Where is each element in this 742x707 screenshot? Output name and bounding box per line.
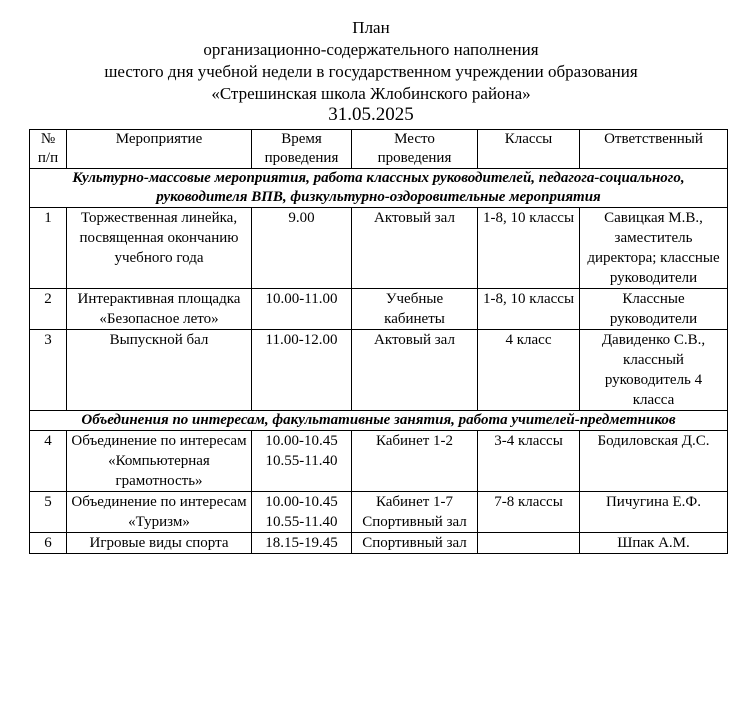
table-row (30, 492, 728, 533)
cell-time: 10.00-10.45 10.55-11.40 (252, 492, 352, 533)
cell-responsible: Давиденко С.В., классный руководитель 4 класса (580, 330, 728, 411)
cell-place: Актовый зал (352, 208, 478, 289)
section-title-1: Культурно-массовые мероприятия, работа классных руководителей, педагога-социального, руководителя ВПВ, физкультурно-оздоровительные мероприятия (30, 169, 728, 208)
col-header-classes: Классы (478, 130, 580, 169)
cell-event: Объединение по интересам «Туризм» (67, 492, 252, 533)
cell-time: 9.00 (252, 208, 352, 289)
cell-time: 11.00-12.00 (252, 330, 352, 411)
cell-num: 3 (30, 330, 67, 411)
cell-num: 5 (30, 492, 67, 533)
cell-num: 1 (30, 208, 67, 289)
cell-responsible: Савицкая М.В., заместитель директора; классные руководители (580, 208, 728, 289)
col-header-num: № п/п (30, 130, 67, 169)
col-header-event: Мероприятие (67, 130, 252, 169)
cell-responsible: Пичугина Е.Ф. (580, 492, 728, 533)
table-row (30, 330, 728, 411)
cell-num: 6 (30, 533, 67, 554)
header-title: План (352, 18, 390, 37)
cell-event: Выпускной бал (67, 330, 252, 411)
document-header (0, 17, 742, 126)
section-row (30, 411, 728, 431)
plan-table (29, 129, 728, 554)
cell-classes: 1-8, 10 классы (478, 208, 580, 289)
cell-classes: 7-8 классы (478, 492, 580, 533)
cell-num: 4 (30, 431, 67, 492)
col-header-responsible: Ответственный (580, 130, 728, 169)
col-header-time: Время проведения (252, 130, 352, 169)
cell-classes: 1-8, 10 классы (478, 289, 580, 330)
cell-time: 10.00-10.45 10.55-11.40 (252, 431, 352, 492)
col-header-place: Место проведения (352, 130, 478, 169)
cell-num: 2 (30, 289, 67, 330)
cell-responsible: Бодиловская Д.С. (580, 431, 728, 492)
cell-event: Объединение по интересам «Компьютерная грамотность» (67, 431, 252, 492)
table-row (30, 431, 728, 492)
section-title-2: Объединения по интересам, факультативные занятия, работа учителей-предметников (30, 411, 728, 431)
header-school-name: «Стрешинская школа Жлобинского района» (211, 84, 531, 103)
cell-time: 10.00-11.00 (252, 289, 352, 330)
header-subtitle-1: организационно-содержательного наполнения (203, 40, 539, 59)
cell-time: 18.15-19.45 (252, 533, 352, 554)
table-row (30, 208, 728, 289)
cell-event: Игровые виды спорта (67, 533, 252, 554)
section-row (30, 169, 728, 208)
cell-place: Спортивный зал (352, 533, 478, 554)
cell-responsible: Шпак А.М. (580, 533, 728, 554)
header-subtitle-2: шестого дня учебной недели в государственном учреждении образования (104, 62, 638, 81)
cell-classes: 4 класс (478, 330, 580, 411)
cell-event: Торжественная линейка, посвященная окончанию учебного года (67, 208, 252, 289)
cell-event: Интерактивная площадка «Безопасное лето» (67, 289, 252, 330)
cell-place: Кабинет 1-7 Спортивный зал (352, 492, 478, 533)
table-header-row (30, 130, 728, 169)
cell-responsible: Классные руководители (580, 289, 728, 330)
cell-place: Кабинет 1-2 (352, 431, 478, 492)
cell-classes (478, 533, 580, 554)
table-row (30, 289, 728, 330)
cell-place: Актовый зал (352, 330, 478, 411)
table-row (30, 533, 728, 554)
header-date: 31.05.2025 (328, 104, 414, 125)
cell-classes: 3-4 классы (478, 431, 580, 492)
cell-place: Учебные кабинеты (352, 289, 478, 330)
